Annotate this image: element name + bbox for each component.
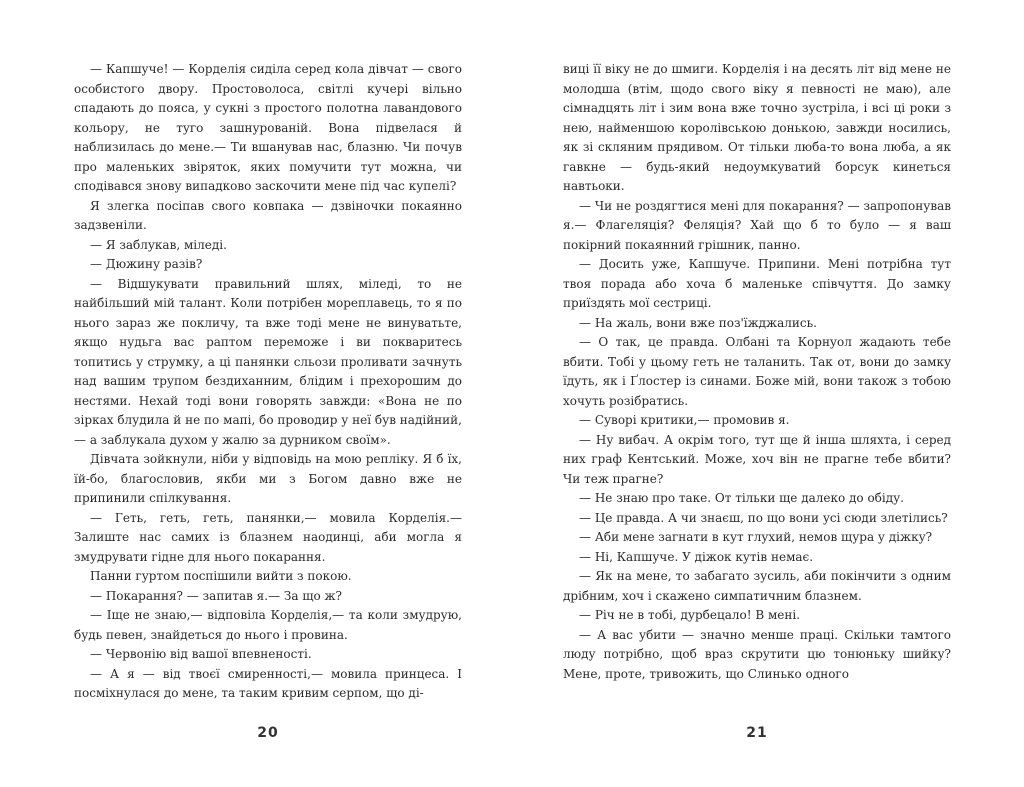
left-page-text (74, 60, 462, 704)
paragraph: — Ну вибач. А окрім того, тут ще й інша шляхта, і серед них граф Кентський. Може, хоч він не прагне тебе вбити? Чи теж прагне? (563, 432, 951, 486)
paragraph: — Ні, Капшуче. У діжок кутів немає. (579, 549, 814, 564)
paragraph: Панни гуртом поспішили вийти з покою. (90, 569, 352, 583)
paragraph: Дівчата зойкнули, ніби у відповідь на мою репліку. Я б їх, їй-бо, благословив, якби ми з Богом давно вже не припинили спілкування. (74, 452, 462, 505)
right-page (563, 60, 951, 750)
paragraph: — Покарання? — запитав я.— За що ж? (90, 588, 342, 603)
page-number: 20 (257, 725, 279, 741)
paragraph: виці її віку не до шмиги. Корделія і на десять літ від мене не молодша (втім, щодо свого віку я певності не маю), але сімнадцять літ і зим вона вже точно зустріла, і всі ці роки з нею, найменшою королівською донькою, завжди носились, як зі скляним прядивом. От тільки люба-то вона люба, а як гавкне — будь-який недоумкуватий борсук кинеться навтьоки. (563, 62, 951, 193)
paragraph: — Аби мене загнати в кут глухий, немов щура у діжку? (579, 530, 933, 544)
paragraph: — Це правда. А чи знаєш, по що вони усі сюди злетілись? (579, 510, 948, 525)
paragraph: — Річ не в тобі, дурбецало! В мені. (579, 608, 801, 622)
paragraph: — О так, це правда. Олбані та Корнуол жадають тебе вбити. Тобі у цьому геть не таланить. Так от, вони до замку їдуть, як і Ґлостер із синами. Боже мій, вони також з тобою хочуть розібратись. (563, 335, 951, 408)
paragraph: — А вас убити — значно менше праці. Скільки тамтого люду потрібно, щоб враз скрутити цю тонюньку шийку? Мене, проте, тривожить, що Слинько одного (563, 627, 951, 681)
paragraph: — Червонію від вашої впевненості. (90, 647, 312, 661)
paragraph: — Не знаю про таке. От тільки ще далеко до обіду. (579, 491, 904, 505)
paragraph: — Я заблукав, міледі. (90, 237, 227, 252)
left-page (74, 60, 462, 750)
paragraph: Я злегка посіпав свого ковпака — дзвіночки покаянно задзвеніли. (74, 198, 462, 232)
paragraph: — Як на мене, то забагато зусиль, аби покінчити з одним дрібним, хоч і скажено симпатичним блазнем. (563, 569, 951, 603)
paragraph: — Чи не роздягтися мені для покарання? — запропонував я.— Флагеляція? Феляція? Хай що б то було — я ваш покірний покаянний грішник, панно. (563, 198, 951, 252)
paragraph: — Відшукувати правильний шлях, міледі, то не найбільший мій талант. Коли потрібен мореплавець, то я по нього зараз же покличу, та вже тоді мене не винуватьте, якщо нудьга вас раптом переможе і ви покваритесь топитись у струмку, а ці панянки сльози проливати зачнуть над вашим трупом бездиханним, блідим і прехорошим до нестями. Нехай тоді вони говорять завжди: «Вона не по зірках блудила й не по мапі, бо проводир у неї був надійний,— а заблукала духом у жалю за дурником своїм». (74, 276, 462, 447)
paragraph: — А я — від твоєї смиренності,— мовила принцеса. І посміхнулася до мене, та таким кривим серпом, що ді- (74, 666, 462, 700)
paragraph: — Капшуче! — Корделія сиділа серед кола дівчат — свого особистого двору. Простоволоса, світлі кучері вільно спадають до пояса, у сукні з простого полотна лавандового кольору, не туго зашнурованій. Вона підвелася й наблизилась до мене.— Ти вшанував нас, блазню. Чи почув про маленьких звіряток, яких помучити тут можна, чи сподівався знову випадково заскочити мене під час купелі? (74, 62, 462, 193)
paragraph: — Іще не знаю,— відповіла Корделія,— та коли змудрую, будь певен, знайдеться до нього і провина. (74, 608, 462, 642)
page-number: 21 (746, 725, 768, 741)
right-page-text (563, 60, 951, 684)
paragraph: — На жаль, вони вже поз'їжджались. (579, 315, 817, 330)
paragraph: — Суворі критики,— промовив я. (579, 413, 790, 427)
paragraph: — Геть, геть, геть, панянки,— мовила Корделія.— Залиште нас самих із блазнем наодинці, аби могла я змудрувати гідне для нього покарання. (74, 510, 462, 564)
paragraph: — Досить уже, Капшуче. Припини. Мені потрібна тут твоя порада або хоча б маленьке співчуття. До замку приїздять мої сестриці. (563, 257, 951, 310)
paragraph: — Дюжину разів? (90, 257, 203, 271)
